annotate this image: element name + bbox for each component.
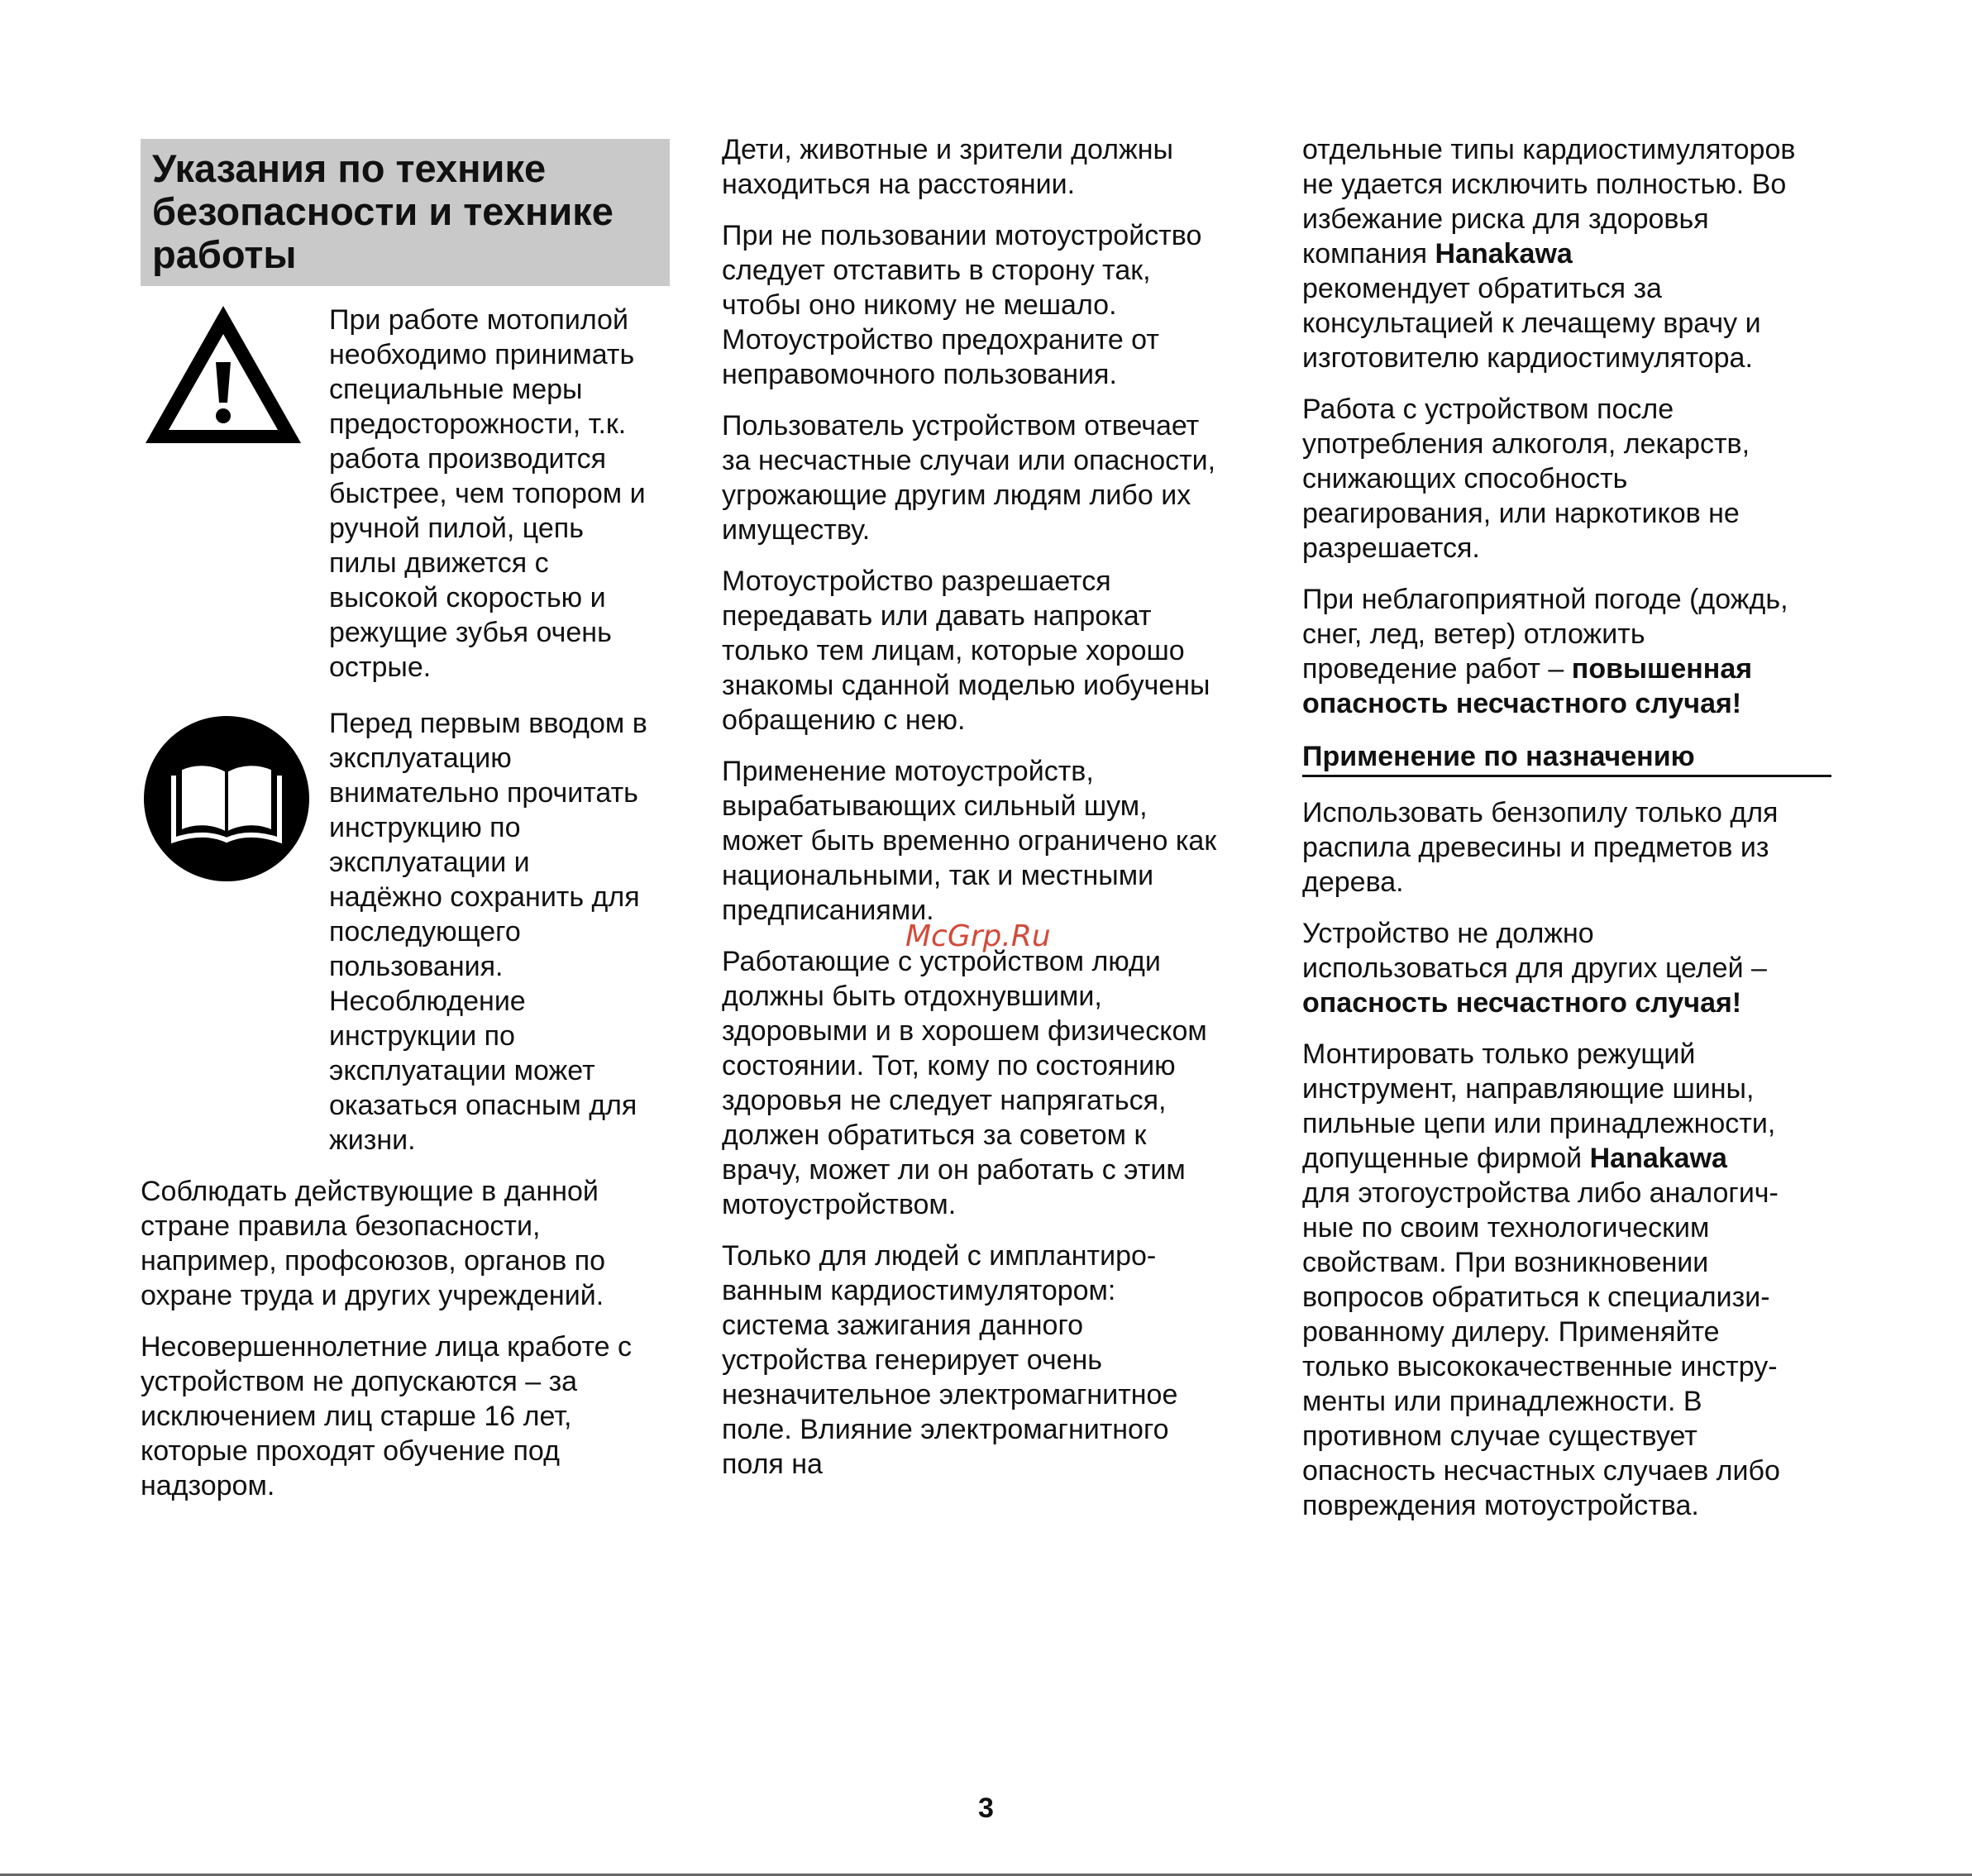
paragraph: Пользователь устройством отвечает за несчастные случаи или опасности, угрожающие другим людям либо их имуществу. xyxy=(722,410,1216,546)
paragraph xyxy=(1302,1037,1831,1523)
section-heading-box xyxy=(141,139,670,286)
paragraph xyxy=(1302,582,1831,721)
warning-text: При работе мотопилой необходимо принимать специальные меры предосторожности, т.к. работа производится быстрее, чем топором и ручной пилой, цепь пилы движется с высокой скоростью и режущие зубья очень острые. xyxy=(329,304,646,683)
text-run: Устройство не должно использоваться для других целей – xyxy=(1302,918,1767,984)
paragraph xyxy=(1302,916,1831,1020)
manual-text: Перед первым вводом в эксплуатацию внимательно прочитать инструкцию по эксплуатации и надёжно сохранить для последующего пользования. Несоблюдение инструкции по эксплуатации может оказаться опасным для жизни. xyxy=(329,708,647,1156)
paragraph: Использовать бензопилу только для распила древесины и предметов из дерева. xyxy=(1302,797,1779,898)
paragraph: Соблюдать действующие в данной стране правила безопасности, например, профсоюзов, органов по охране труда и других учреждений. xyxy=(141,1176,606,1311)
page-number: 3 xyxy=(978,1792,994,1824)
paragraph: Применение мотоустройств, вырабатывающих сильный шум, может быть временно ограничено как национальными, так и местными предписаниями. xyxy=(722,756,1217,926)
text-run: Монтировать только режущий инструмент, направляющие шины, пильные цепи или принадлежности, допущенные фирмой xyxy=(1302,1038,1776,1174)
paragraph: Работающие с устройством люди должны быть отдохнувшими, здоровыми и в хорошем физическом состоянии. Тот, кому по состоянию здоровья не следует напрягаться, должен обратиться за советом к врачу, может ли он работать с этим мотоустройством. xyxy=(722,946,1207,1220)
paragraph: Несовершеннолетние лица кработе с устройством не допускаются – за исключением лиц старше 16 лет, которые проходят обучение под надзором. xyxy=(141,1331,633,1501)
text-run: для этогоустройства либо аналогич- ные по своим технологическим свойствам. При возникновении вопросов обратиться к специализи- рованному дилеру. Применяйте только высококачественные инстру- менты или принадлежности. В противном случае существует опасность несчастных случаев либо повреждения мотоустройства. xyxy=(1302,1177,1780,1521)
paragraph: Работа с устройством после употребления алкоголя, лекарств, снижающих способность реагирования, или наркотиков не разрешается. xyxy=(1302,394,1750,564)
brand-name: Hanakawa xyxy=(1589,1143,1727,1174)
bold-warning: опасность несчастного случая! xyxy=(1302,987,1742,1019)
text-run: рекомендует обратиться за консультацией к лечащему врачу и изготовителю кардиостимулятора. xyxy=(1302,273,1761,374)
bold-warning: повышенная опасность несчастного случая! xyxy=(1302,653,1753,719)
paragraph: Только для людей с имплантиро- ванным кардиостимулятором: система зажигания данного устройства генерирует очень незначительное электромагнитное поле. Влияние электромагнитного поля на xyxy=(722,1240,1178,1480)
manual-block xyxy=(141,706,670,1158)
column-2 xyxy=(722,132,1251,1498)
subheading: Применение по назначению xyxy=(1302,739,1831,777)
watermark: McGrp.Ru xyxy=(905,919,1051,953)
open-book-icon xyxy=(144,716,309,881)
paragraph: Дети, животные и зрители должны находиться на расстоянии. xyxy=(722,134,1173,200)
warning-block xyxy=(141,303,670,685)
paragraph: Мотоустройство разрешается передавать или давать напрокат только тем лицам, которые хорошо знакомы сданной моделью иобучены обращению с нею. xyxy=(722,566,1210,736)
paragraph xyxy=(1302,132,1831,375)
section-heading: Указания по технике безопасности и технике работы xyxy=(152,146,614,276)
column-1 xyxy=(141,132,670,1520)
paragraph: При не пользовании мотоустройство следует отставить в сторону так, чтобы оно никому не мешало. Мотоустройство предохраните от неправомочного пользования. xyxy=(722,220,1202,390)
column-3 xyxy=(1302,132,1831,1539)
text-run: При неблагоприятной погоде (дождь, снег, лед, ветер) отложить проведение работ – xyxy=(1302,584,1788,685)
text-run: отдельные типы кардиостимуляторов не удается исключить полностью. Во избежание риска для здоровья компания xyxy=(1302,134,1796,270)
brand-name: Hanakawa xyxy=(1435,238,1573,270)
warning-triangle-icon xyxy=(141,301,306,450)
